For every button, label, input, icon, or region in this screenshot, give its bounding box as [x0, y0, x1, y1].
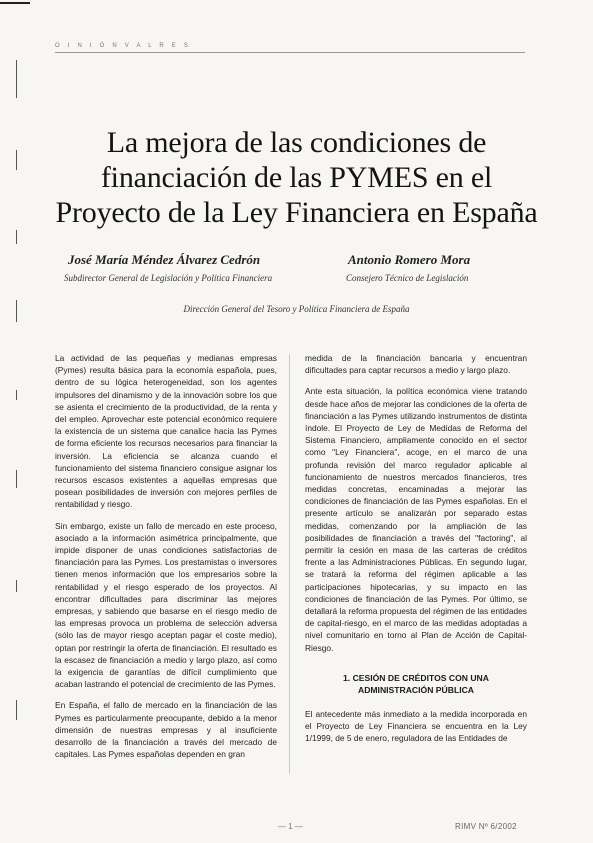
author-role: Subdirector General de Legislación y Política Financiera — [64, 273, 273, 283]
body-paragraph: En España, el fallo de mercado en la financiación de las Pymes es particularmente preocupante, debido a la menor dimensión de nuestras empresas y al insuficiente desarrollo de la financiación a través del mercado de capitales. Las Pymes españolas dependen en gran — [55, 700, 277, 760]
header-rule — [55, 52, 525, 53]
body-paragraph: medida de la financiación bancaria y encuentran dificultades para captar recursos a medio y largo plazo. — [305, 353, 527, 376]
column-divider — [289, 354, 290, 774]
author-name: José María Méndez Álvarez Cedrón — [68, 252, 261, 267]
right-column — [305, 352, 527, 753]
author-name: Antonio Romero Mora — [348, 252, 471, 267]
section-heading-line: 1. CESIÓN DE CRÉDITOS CON UNA — [343, 672, 489, 683]
body-paragraph: Ante esta situación, la política económica viene tratando desde hace años de mejorar las condiciones de la oferta de financiación a las Pymes utilizando instrumentos de distinta índole. El Proyecto de Ley de Medidas de Reforma del Sistema Financiero, ampliamente conocido en el sector como "Ley Financiera", acoge, en el marco de una profunda revisión del marco regulador aplicable al funcionamiento de nuestros mercados financieros, tres medidas concretas, encaminadas a mejorar las condiciones de financiación de las Pymes españolas. En el presente artículo se analizarán por separado estas medidas, comenzando por la ampliación de las posibilidades de financiación a través del "factoring", al permitir la cesión en masa de las carteras de créditos frente a las Administraciones Públicas. En segundo lugar, se tratará la reforma del régimen aplicable a las participaciones hipotecarias, y su impacto en las condiciones de financiación de las Pymes. Por último, se detallará la reforma propuesta del régimen de las entidades de capital-riesgo, en el marco de las medidas adoptadas a nivel comunitario en torno al Plan de Acción de Capital-Riesgo. — [305, 386, 527, 653]
body-paragraph: La actividad de las pequeñas y medianas empresas (Pymes) resulta básica para la economía española, pues, dentro de su lógica heterogeneidad, son los agentes impulsores del dinamismo y de la innovación sobre los que se asienta el crecimiento de la productividad, de la renta y del empleo. Aprovechar este potencial económico requiere la existencia de un sistema que canalice hacia las Pymes de forma eficiente los recursos necesarios para financiar la inversión. La eficiencia se alcanza cuando el funcionamiento del sistema financiero consigue asignar los recursos escasos existentes a aquellas empresas que posean posibilidades de inversión con mejores perfiles de rentabilidad y riesgo. — [55, 353, 277, 510]
page-number: — 1 — — [278, 822, 303, 831]
journal-reference: RIMV Nº 6/2002 — [455, 822, 517, 831]
title-line: La mejora de las condiciones de — [106, 126, 487, 159]
left-column — [55, 352, 277, 770]
section-heading — [305, 672, 527, 696]
title-line: financiación de las PYMES en el — [100, 161, 493, 194]
binding-corner-mark — [0, 2, 30, 4]
running-header: O I N I Ó N V A L R E S — [55, 43, 192, 49]
body-paragraph: El antecedente más inmediato a la medida incorporada en el Proyecto de Ley Financiera se encuentra en la Ley 1/1999, de 5 de enero, reguladora de las Entidades de — [305, 708, 527, 744]
author-role: Consejero Técnico de Legislación — [346, 273, 469, 283]
body-paragraph: Sin embargo, existe un fallo de mercado en este proceso, asociado a la información asimétrica principalmente, que impide disponer de unas condiciones satisfactorias de financiación para las Pymes. Los prestamistas o inversores tienen menos información que los empresarios sobre la rentabilidad y el riesgo esperado de los proyectos. Al encontrar dificultades para discriminar las mejores empresas, y sabiendo que basarse en el riesgo medio de las empresas provoca un problema de selección adversa (sólo las de mayor riesgo aceptan pagar el coste medio), optan por restringir la oferta de financiación. El resultado es la escasez de financiación a medio y largo plazo, así como la exigencia de garantías de difícil cumplimiento que acaban lastrando el potencial de crecimiento de las Pymes. — [55, 520, 277, 690]
section-heading-line: ADMINISTRACIÓN PÚBLICA — [357, 684, 474, 695]
affiliation: Dirección General del Tesoro y Política Financiera de España — [183, 304, 410, 314]
article-title — [40, 125, 553, 230]
scan-margin-marks — [16, 60, 20, 760]
title-line: Proyecto de la Ley Financiera en España — [55, 196, 538, 229]
